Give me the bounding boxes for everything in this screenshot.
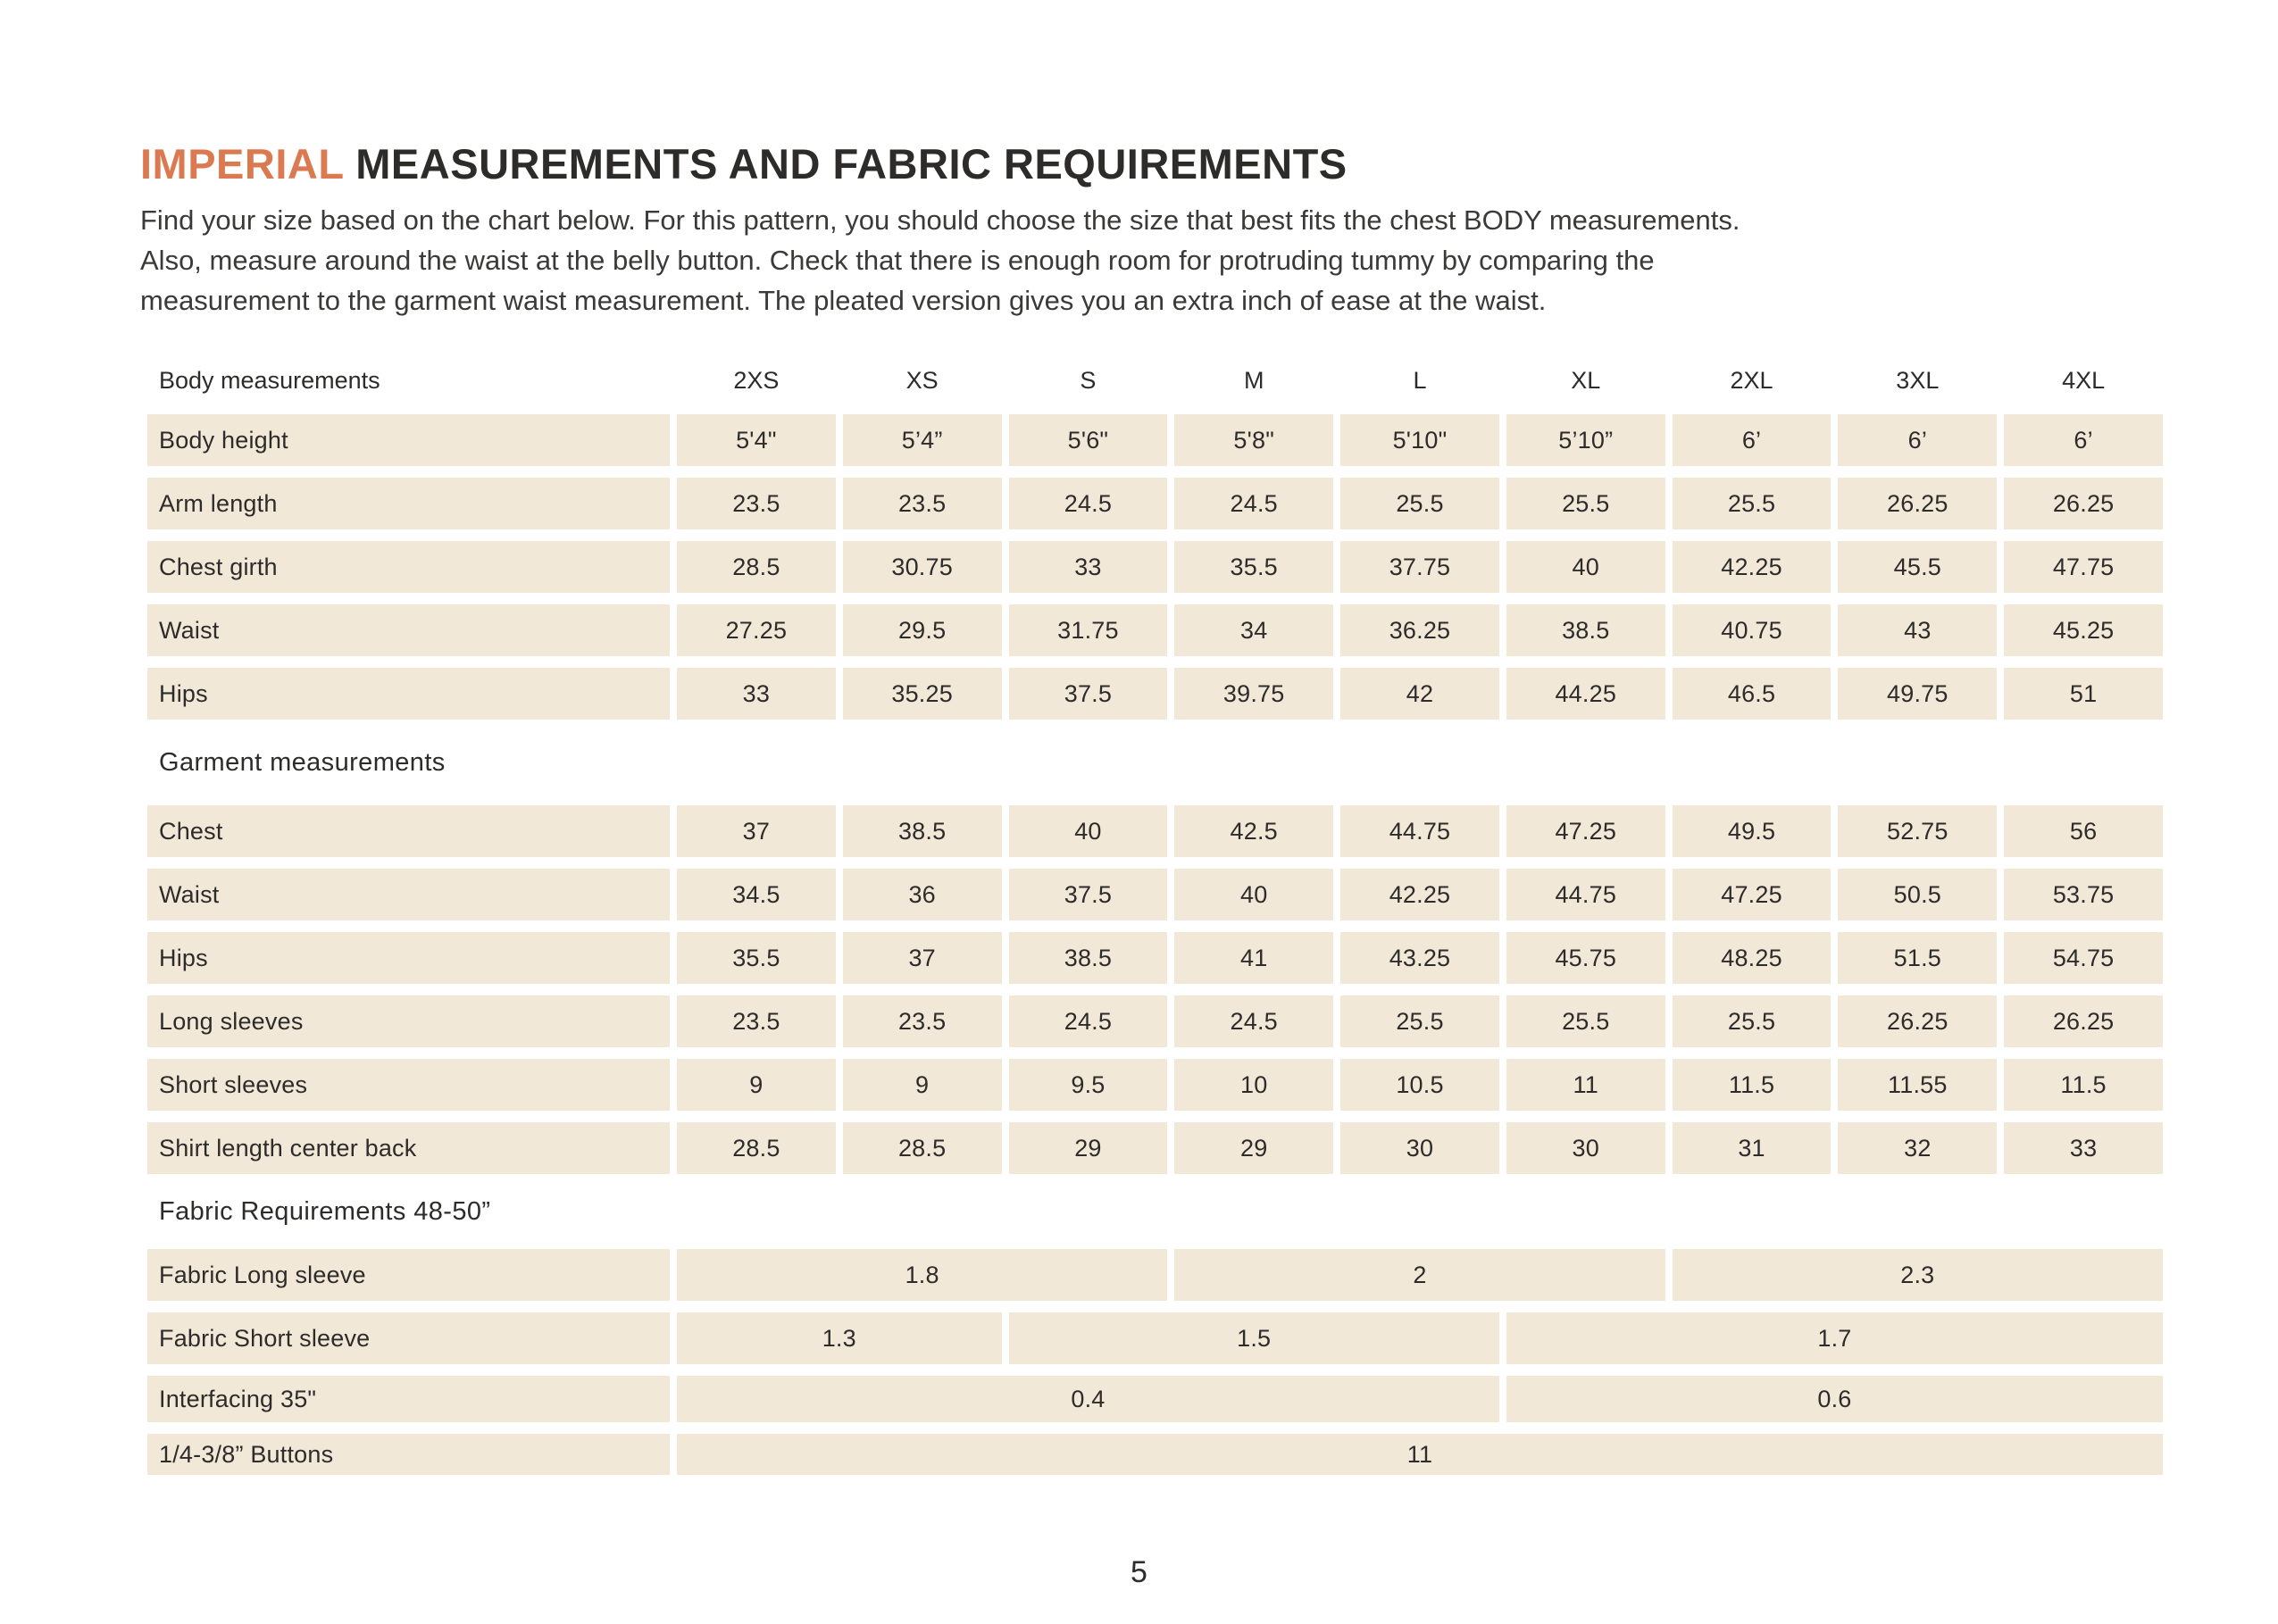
- value-cell: 49.75: [1838, 668, 1997, 720]
- value-cell: 53.75: [2004, 869, 2163, 920]
- value-cell: 25.5: [1340, 995, 1499, 1047]
- table-row: [147, 1376, 2163, 1422]
- title-text: MEASUREMENTS AND FABRIC REQUIREMENTS: [343, 140, 1348, 187]
- value-cell: 32: [1838, 1122, 1997, 1174]
- row-label: Fabric Short sleeve: [147, 1312, 670, 1364]
- intro-line: measurement to the garment waist measurement. The pleated version gives you an extra inch of ease at the waist.: [140, 285, 1547, 316]
- value-cell: 0.4: [677, 1376, 1499, 1422]
- table-row: [147, 1122, 2163, 1174]
- value-cell: 33: [1009, 541, 1168, 593]
- table-row: [147, 1059, 2163, 1111]
- value-cell: 11: [677, 1434, 2163, 1475]
- value-cell: 40: [1009, 805, 1168, 857]
- value-cell: 10: [1174, 1059, 1333, 1111]
- value-cell: 31.75: [1009, 604, 1168, 656]
- value-cell: 9: [677, 1059, 836, 1111]
- value-cell: 11.5: [1673, 1059, 1832, 1111]
- row-label: Interfacing 35": [147, 1376, 670, 1422]
- value-cell: 26.25: [1838, 478, 1997, 529]
- value-cell: 25.5: [1340, 478, 1499, 529]
- value-cell: 35.25: [843, 668, 1002, 720]
- value-cell: 27.25: [677, 604, 836, 656]
- row-label: Waist: [147, 869, 670, 920]
- value-cell: 41: [1174, 932, 1333, 984]
- value-cell: 5'4": [677, 414, 836, 466]
- value-cell: 30.75: [843, 541, 1002, 593]
- value-cell: 9: [843, 1059, 1002, 1111]
- value-cell: 23.5: [843, 478, 1002, 529]
- corner-heading: Body measurements: [159, 366, 380, 394]
- value-cell: 28.5: [677, 1122, 836, 1174]
- row-label: Waist: [147, 604, 670, 656]
- value-cell: 37: [677, 805, 836, 857]
- value-cell: 47.75: [2004, 541, 2163, 593]
- value-cell: 11.55: [1838, 1059, 1997, 1111]
- value-cell: 31: [1673, 1122, 1832, 1174]
- value-cell: 43: [1838, 604, 1997, 656]
- table-row: [147, 1312, 2163, 1364]
- value-cell: 6’: [1838, 414, 1997, 466]
- value-cell: 44.75: [1506, 869, 1665, 920]
- value-cell: 1.3: [677, 1312, 1002, 1364]
- value-cell: 30: [1506, 1122, 1665, 1174]
- size-column-header: L: [1413, 366, 1427, 394]
- value-cell: 28.5: [843, 1122, 1002, 1174]
- value-cell: 51: [2004, 668, 2163, 720]
- value-cell: 34.5: [677, 869, 836, 920]
- row-label: Short sleeves: [147, 1059, 670, 1111]
- value-cell: 23.5: [843, 995, 1002, 1047]
- value-cell: 33: [677, 668, 836, 720]
- intro-line: Also, measure around the waist at the belly button. Check that there is enough room for protruding tummy by comparing the: [140, 245, 1655, 276]
- value-cell: 40: [1506, 541, 1665, 593]
- value-cell: 45.25: [2004, 604, 2163, 656]
- value-cell: 52.75: [1838, 805, 1997, 857]
- value-cell: 24.5: [1174, 995, 1333, 1047]
- table-row: [147, 995, 2163, 1047]
- value-cell: 44.75: [1340, 805, 1499, 857]
- value-cell: 48.25: [1673, 932, 1832, 984]
- row-label: Long sleeves: [147, 995, 670, 1047]
- value-cell: 5'10": [1340, 414, 1499, 466]
- value-cell: 1.7: [1506, 1312, 2163, 1364]
- value-cell: 29: [1174, 1122, 1333, 1174]
- table-row: [147, 478, 2163, 529]
- size-column-header: XS: [905, 366, 939, 394]
- size-column-header: 4XL: [2062, 366, 2106, 394]
- value-cell: 38.5: [1009, 932, 1168, 984]
- value-cell: 25.5: [1673, 478, 1832, 529]
- value-cell: 1.8: [677, 1249, 1167, 1301]
- intro-line: Find your size based on the chart below. For this pattern, you should choose the size that best fits the chest BODY measurements.: [140, 204, 1740, 236]
- size-column-header: 3XL: [1896, 366, 1940, 394]
- table-row: [147, 541, 2163, 593]
- size-table: [147, 358, 2163, 1475]
- value-cell: 29.5: [843, 604, 1002, 656]
- value-cell: 6’: [1673, 414, 1832, 466]
- value-cell: 51.5: [1838, 932, 1997, 984]
- size-header-row: [147, 358, 2163, 403]
- value-cell: 26.25: [1838, 995, 1997, 1047]
- table-row: [147, 932, 2163, 984]
- value-cell: 42: [1340, 668, 1499, 720]
- value-cell: 50.5: [1838, 869, 1997, 920]
- intro-paragraph: [140, 200, 2278, 321]
- value-cell: 29: [1009, 1122, 1168, 1174]
- value-cell: 23.5: [677, 995, 836, 1047]
- value-cell: 34: [1174, 604, 1333, 656]
- value-cell: 11: [1506, 1059, 1665, 1111]
- value-cell: 10.5: [1340, 1059, 1499, 1111]
- row-label: Hips: [147, 668, 670, 720]
- value-cell: 45.75: [1506, 932, 1665, 984]
- value-cell: 49.5: [1673, 805, 1832, 857]
- row-label: Arm length: [147, 478, 670, 529]
- value-cell: 5'6": [1009, 414, 1168, 466]
- value-cell: 42.5: [1174, 805, 1333, 857]
- row-label: Shirt length center back: [147, 1122, 670, 1174]
- value-cell: 23.5: [677, 478, 836, 529]
- row-label: Body height: [147, 414, 670, 466]
- table-row: [147, 1249, 2163, 1301]
- value-cell: 35.5: [677, 932, 836, 984]
- row-label: Fabric Long sleeve: [147, 1249, 670, 1301]
- table-row: [147, 869, 2163, 920]
- value-cell: 40: [1174, 869, 1333, 920]
- value-cell: 25.5: [1506, 478, 1665, 529]
- value-cell: 45.5: [1838, 541, 1997, 593]
- table-row: [147, 1434, 2163, 1475]
- row-label: Chest girth: [147, 541, 670, 593]
- value-cell: 37.5: [1009, 869, 1168, 920]
- row-label: Chest: [147, 805, 670, 857]
- size-column-header: S: [1080, 366, 1097, 394]
- value-cell: 5’10”: [1506, 414, 1665, 466]
- value-cell: 24.5: [1009, 478, 1168, 529]
- value-cell: 24.5: [1009, 995, 1168, 1047]
- value-cell: 26.25: [2004, 478, 2163, 529]
- value-cell: 9.5: [1009, 1059, 1168, 1111]
- value-cell: 6’: [2004, 414, 2163, 466]
- value-cell: 56: [2004, 805, 2163, 857]
- value-cell: 42.25: [1673, 541, 1832, 593]
- value-cell: 5'8": [1174, 414, 1333, 466]
- value-cell: 36: [843, 869, 1002, 920]
- title-accent: IMPERIAL: [140, 140, 344, 187]
- value-cell: 37.5: [1009, 668, 1168, 720]
- table-row: [147, 414, 2163, 466]
- size-column-header: M: [1243, 366, 1264, 394]
- table-row: [147, 668, 2163, 720]
- section-heading: Garment measurements: [159, 747, 446, 777]
- value-cell: 38.5: [843, 805, 1002, 857]
- value-cell: 35.5: [1174, 541, 1333, 593]
- value-cell: 47.25: [1673, 869, 1832, 920]
- value-cell: 38.5: [1506, 604, 1665, 656]
- value-cell: 36.25: [1340, 604, 1499, 656]
- value-cell: 25.5: [1673, 995, 1832, 1047]
- value-cell: 5’4”: [843, 414, 1002, 466]
- value-cell: 30: [1340, 1122, 1499, 1174]
- value-cell: 2.3: [1673, 1249, 2163, 1301]
- row-label: 1/4-3/8” Buttons: [147, 1434, 670, 1475]
- value-cell: 39.75: [1174, 668, 1333, 720]
- value-cell: 46.5: [1673, 668, 1832, 720]
- page-number: 5: [1131, 1555, 1147, 1589]
- value-cell: 47.25: [1506, 805, 1665, 857]
- value-cell: 44.25: [1506, 668, 1665, 720]
- value-cell: 42.25: [1340, 869, 1499, 920]
- value-cell: 2: [1174, 1249, 1665, 1301]
- value-cell: 25.5: [1506, 995, 1665, 1047]
- size-column-header: 2XL: [1730, 366, 1773, 394]
- value-cell: 33: [2004, 1122, 2163, 1174]
- page-title: [140, 139, 2278, 189]
- row-label: Hips: [147, 932, 670, 984]
- table-row: [147, 805, 2163, 857]
- section-heading: Fabric Requirements 48-50”: [159, 1196, 491, 1226]
- value-cell: 28.5: [677, 541, 836, 593]
- value-cell: 1.5: [1009, 1312, 1499, 1364]
- value-cell: 0.6: [1506, 1376, 2163, 1422]
- value-cell: 37.75: [1340, 541, 1499, 593]
- value-cell: 24.5: [1174, 478, 1333, 529]
- value-cell: 37: [843, 932, 1002, 984]
- table-row: [147, 604, 2163, 656]
- size-column-header: 2XS: [733, 366, 780, 394]
- value-cell: 11.5: [2004, 1059, 2163, 1111]
- value-cell: 54.75: [2004, 932, 2163, 984]
- value-cell: 40.75: [1673, 604, 1832, 656]
- size-column-header: XL: [1571, 366, 1601, 394]
- value-cell: 26.25: [2004, 995, 2163, 1047]
- value-cell: 43.25: [1340, 932, 1499, 984]
